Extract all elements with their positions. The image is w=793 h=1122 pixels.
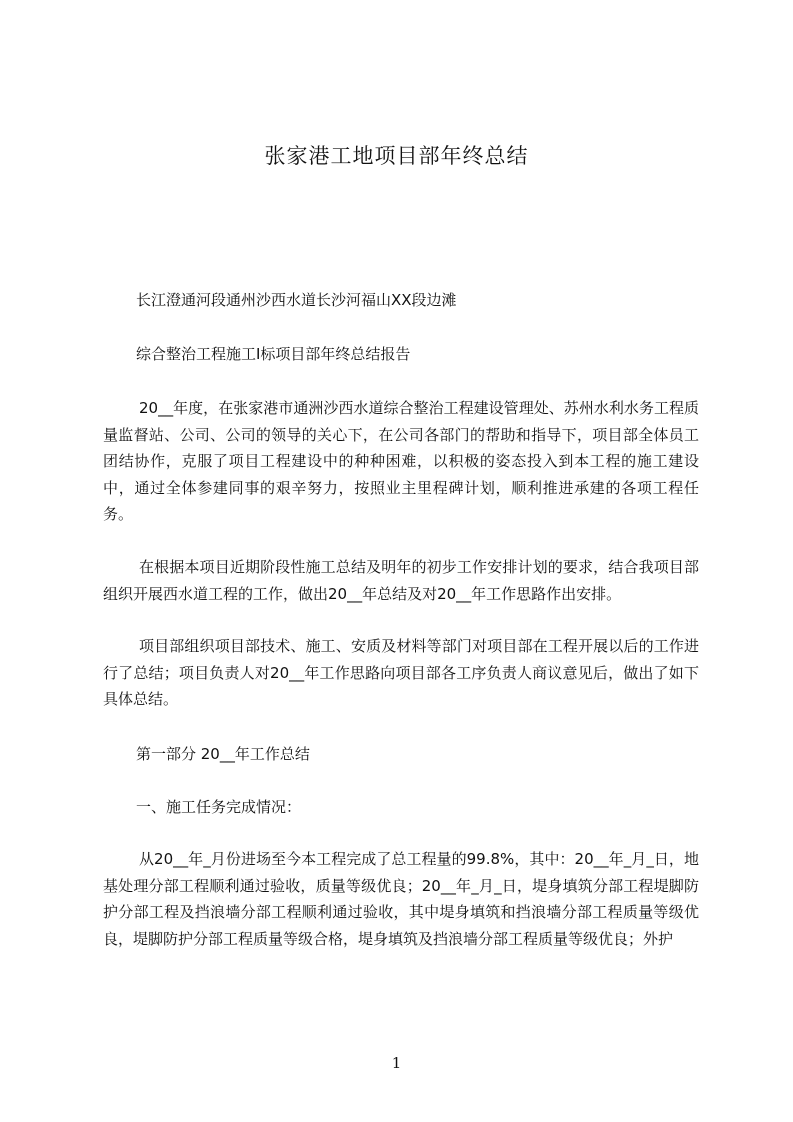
subheading-project-name: 长江澄通河段通州沙西水道长沙河福山XX段边滩 (136, 291, 457, 309)
paragraph-summary-process: 项目部组织项目部技术、施工、安质及材料等部门对项目部在工程开展以后的工作进行了总结；项目负责人对20__年工作思路向项目部各工序负责人商议意见后，做出了如下具体总结。 (103, 637, 699, 708)
document-title: 张家港工地项目部年终总结 (264, 144, 529, 168)
paragraph-plan: 在根据本项目近期阶段性施工总结及明年的初步工作安排计划的要求，结合我项目部组织开展西水道工程的工作，做出20__年总结及对20__年工作思路作出安排。 (103, 558, 699, 603)
paragraph-task-completion: 从20__年_月份进场至今本工程完成了总工程量的99.8%，其中：20__年_月_日，地基处理分部工程顺利通过验收，质量等级优良；20__年_月_日，堤身填筑分部工程堤脚防护分部工程及挡浪墙分部工程顺利通过验收，其中堤身填筑和挡浪墙分部工程质量等级优良，堤脚防护分部工程质量等级合格，堤身填筑及挡浪墙分部工程质量等级优良；外护 (103, 850, 699, 948)
paragraph-intro: 20__年度，在张家港市通洲沙西水道综合整治工程建设管理处、苏州水利水务工程质量监督站、公司、公司的领导的关心下，在公司各部门的帮助和指导下，项目部全体员工团结协作，克服了项目工程建设中的种种困难，以积极的姿态投入到本工程的施工建设中，通过全体参建同事的艰辛努力，按照业主里程碑计划，顺利推进承建的各项工程任务。 (103, 399, 699, 523)
section-heading: 第一部分 20__年工作总结 (136, 745, 310, 763)
subheading-report-name: 综合整治工程施工Ⅰ标项目部年终总结报告 (136, 345, 411, 363)
page-number: 1 (391, 1054, 402, 1072)
subsection-heading: 一、施工任务完成情况： (136, 798, 302, 816)
